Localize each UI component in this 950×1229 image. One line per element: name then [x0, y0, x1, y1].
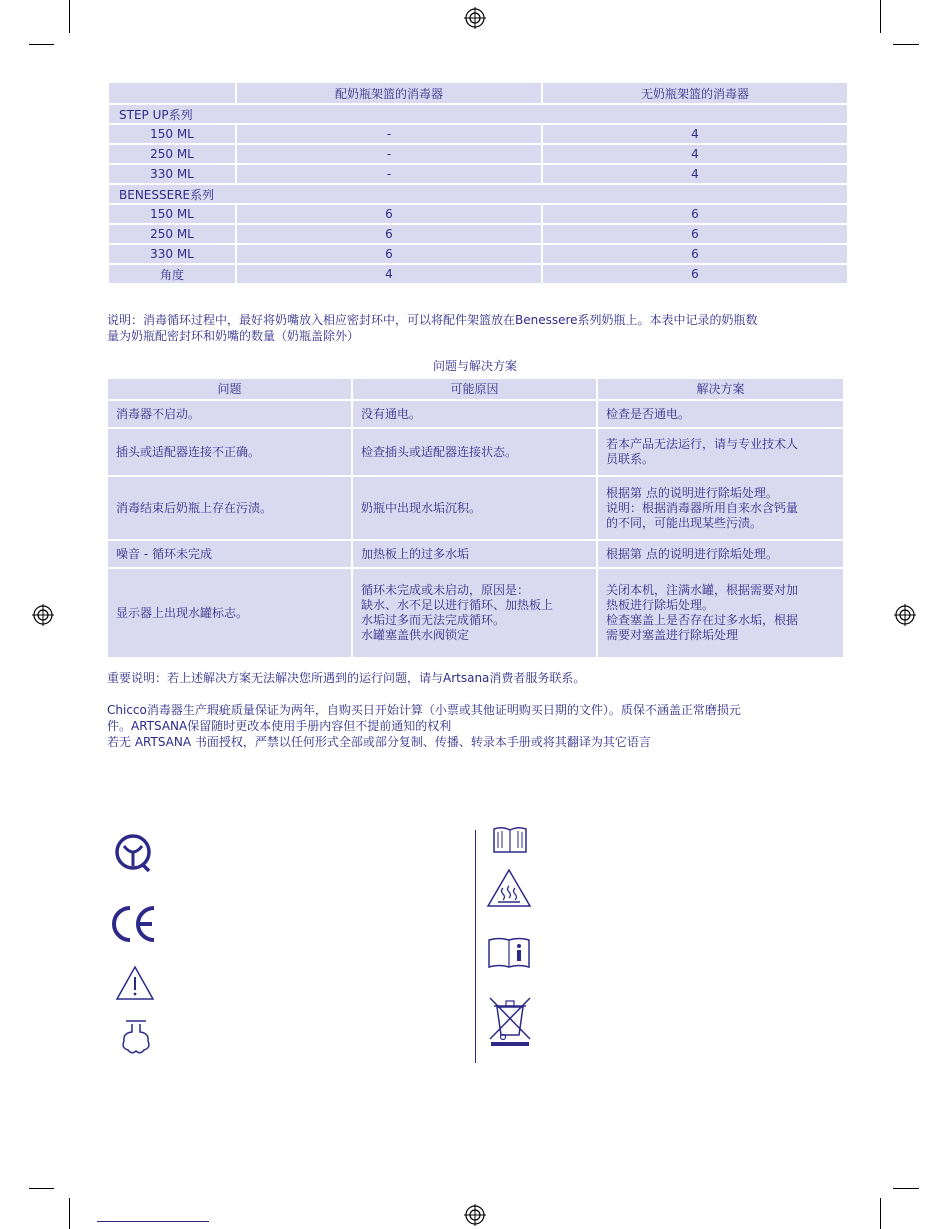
solution-line: 根据第 点的说明进行除垢处理。: [606, 485, 778, 500]
without-rack-value: 4: [542, 124, 848, 144]
without-rack-value: 4: [542, 164, 848, 184]
table-row: [108, 144, 848, 164]
warranty-line: 件。ARTSANA保留随时更改本使用手册内容但不提前通知的权利: [107, 719, 452, 733]
table-row: [107, 540, 844, 568]
cause-cell: [352, 568, 597, 658]
with-rack-value: -: [236, 144, 542, 164]
warranty-text: [107, 702, 741, 750]
with-rack-value: -: [236, 164, 542, 184]
cause-cell: [352, 428, 597, 476]
crop-mark: [893, 44, 919, 45]
table-row: [107, 400, 844, 428]
with-rack-value: 6: [236, 224, 542, 244]
warning-triangle-icon: [115, 965, 155, 1001]
table-row: [108, 164, 848, 184]
crop-mark: [880, 1198, 881, 1229]
size-label: 角度: [108, 264, 236, 284]
note-line: 说明：消毒循环过程中，最好将奶嘴放入相应密封环中，可以将配件架篮放在Benessere系列奶瓶上。本表中记录的奶瓶数: [107, 313, 758, 327]
cause-cell: [352, 476, 597, 540]
solution-cell: [597, 476, 844, 540]
header-cell: 无奶瓶架篮的消毒器: [542, 82, 848, 104]
solution-line: 关闭本机，注满水罐，根据需要对加: [606, 583, 799, 597]
size-label: 330 ML: [108, 244, 236, 264]
symbols-divider: [475, 830, 476, 1063]
solution-line: 若本产品无法运行，请与专业技术人: [606, 437, 799, 451]
section-title: BENESSERE系列: [108, 184, 848, 204]
problem-cell: 噪音 - 循环未完成: [107, 540, 352, 568]
cause-line: 水罐塞盖供水阀锁定: [361, 628, 470, 642]
capacity-table-header: [108, 82, 848, 104]
section-row: [108, 104, 848, 124]
cause-line: 加热板上的过多水垢: [361, 546, 470, 561]
cause-line: 循环未完成或未启动，原因是：: [361, 583, 530, 597]
header-cell: 可能原因: [352, 378, 597, 400]
table-row: [107, 428, 844, 476]
with-rack-value: -: [236, 124, 542, 144]
cause-cell: [352, 400, 597, 428]
solution-cell: [597, 400, 844, 428]
table-row: [107, 568, 844, 658]
crop-mark: [69, 0, 70, 33]
solution-line: 说明：根据消毒器所用自来水含钙量: [606, 500, 799, 515]
header-cell: 解决方案: [597, 378, 844, 400]
crop-mark: [29, 44, 54, 45]
solution-line: 检查塞盖上是否存在过多水垢，根据: [606, 613, 799, 627]
crop-mark: [29, 1188, 54, 1189]
steam-icon: [118, 1018, 154, 1056]
with-rack-value: 6: [236, 244, 542, 264]
table-note: [107, 312, 758, 344]
troubleshooting-table: [106, 377, 845, 659]
size-label: 250 ML: [108, 144, 236, 164]
without-rack-value: 4: [542, 144, 848, 164]
registration-mark-icon: [464, 7, 486, 29]
cause-line: 检查插头或适配器连接状态。: [361, 444, 518, 459]
solution-cell: [597, 540, 844, 568]
note-line: 量为奶瓶配密封环和奶嘴的数量（奶瓶盖除外）: [107, 329, 360, 343]
troubleshooting-header: [107, 378, 844, 400]
registration-mark-icon: [32, 604, 54, 626]
size-label: 330 ML: [108, 164, 236, 184]
troubleshooting-title: 问题与解决方案: [432, 359, 517, 373]
table-row: [108, 264, 848, 284]
table-row: [108, 244, 848, 264]
solution-line: 检查是否通电。: [606, 406, 691, 421]
problem-cell: 消毒器不启动。: [107, 400, 352, 428]
solution-cell: [597, 428, 844, 476]
warranty-line: 若无 ARTSANA 书面授权，严禁以任何形式全部或部分复制、传播、转录本手册或将其翻译为其它语言: [107, 735, 651, 749]
section-row: [108, 184, 848, 204]
table-row: [108, 204, 848, 224]
without-rack-value: 6: [542, 224, 848, 244]
cause-line: 没有通电。: [361, 406, 422, 421]
table-row: [108, 224, 848, 244]
solution-line: 的不同，可能出现某些污渍。: [606, 515, 763, 530]
capacity-table: [107, 81, 849, 285]
cause-cell: [352, 540, 597, 568]
solution-cell: [597, 568, 844, 658]
header-cell: 配奶瓶架篮的消毒器: [236, 82, 542, 104]
without-rack-value: 6: [542, 264, 848, 284]
section-title: STEP UP系列: [108, 104, 848, 124]
size-label: 150 ML: [108, 124, 236, 144]
registration-mark-icon: [464, 1204, 486, 1226]
ce-mark-icon: [110, 905, 158, 943]
cause-line: 缺水、水不足以进行循环、加热板上: [361, 598, 554, 612]
table-row: [108, 124, 848, 144]
hot-surface-icon: [486, 868, 532, 908]
manual-book-icon: [492, 825, 528, 855]
size-label: 250 ML: [108, 224, 236, 244]
problem-cell: 显示器上出现水罐标志。: [107, 568, 352, 658]
registration-mark-icon: [894, 604, 916, 626]
solution-line: 热板进行除垢处理。: [606, 598, 715, 612]
with-rack-value: 6: [236, 204, 542, 224]
warranty-line: Chicco消毒器生产瑕疵质量保证为两年，自购买日开始计算（小票或其他证明购买日期的文件）。质保不涵盖正常磨损元: [107, 703, 741, 717]
solution-line: 员联系。: [606, 452, 655, 466]
info-manual-icon: [487, 936, 531, 970]
without-rack-value: 6: [542, 204, 848, 224]
problem-cell: 插头或适配器连接不正确。: [107, 428, 352, 476]
solution-line: 根据第 点的说明进行除垢处理。: [606, 546, 778, 561]
quality-mark-icon: [112, 832, 156, 874]
with-rack-value: 4: [236, 264, 542, 284]
table-row: [107, 476, 844, 540]
without-rack-value: 6: [542, 244, 848, 264]
footer-rule: [97, 1221, 209, 1222]
cause-line: 水垢过多而无法完成循环。: [361, 613, 506, 627]
header-cell: [108, 82, 236, 104]
header-cell: 问题: [107, 378, 352, 400]
crop-mark: [69, 1198, 70, 1229]
important-note: 重要说明：若上述解决方案无法解决您所遇到的运行问题，请与Artsana消费者服务联系。: [107, 671, 586, 685]
crop-mark: [893, 1188, 919, 1189]
crop-mark: [880, 0, 881, 33]
size-label: 150 ML: [108, 204, 236, 224]
cause-line: 奶瓶中出现水垢沉积。: [361, 500, 482, 515]
weee-bin-icon: [487, 995, 533, 1047]
solution-line: 需要对塞盖进行除垢处理: [606, 628, 739, 642]
problem-cell: 消毒结束后奶瓶上存在污渍。: [107, 476, 352, 540]
